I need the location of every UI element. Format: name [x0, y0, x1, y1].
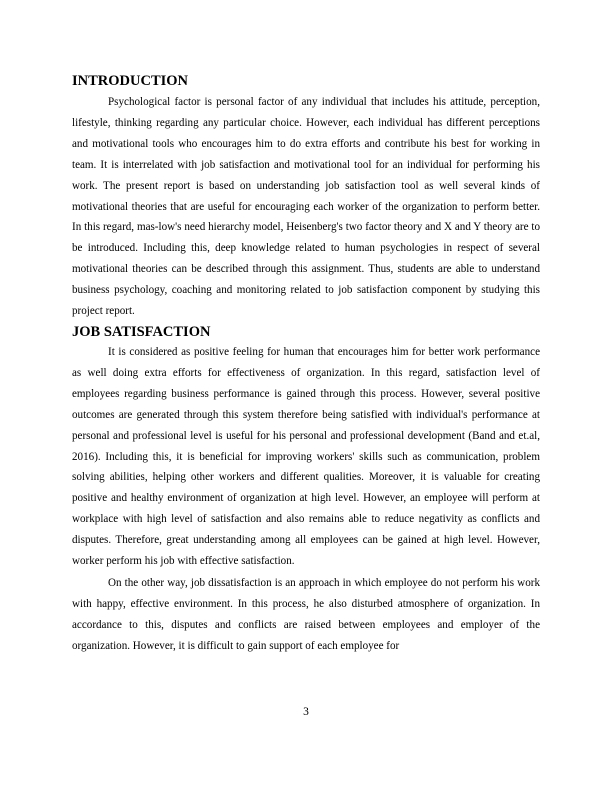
document-page [72, 72, 540, 657]
page-number: 3 [303, 706, 309, 718]
job-satisfaction-heading: JOB SATISFACTION [72, 323, 211, 340]
introduction-paragraph: Psychological factor is personal factor of any individual that includes his attitude, perception, lifestyle, thinking regarding any particular choice. However, each individual has different perceptions and motivational tools who encourages him to do extra efforts and contribute his best for working in team. It is interrelated with job satisfaction and motivational tool for an individual for performing his work. The present report is based on understanding job satisfaction tool as well several kinds of motivational theories that are useful for encouraging each worker of the organization to perform better. In this regard, mas-low's need hierarchy model, Heisenberg's two factor theory and X and Y theory are to be introduced. Including this, deep knowledge related to human psychologies in respect of several motivational theories can be described through this assignment. Thus, students are able to understand business psychology, coaching and monitoring related to job satisfaction component by studying this project report. [72, 96, 540, 318]
job-satisfaction-paragraph-1: It is considered as positive feeling for human that encourages him for better work performance as well doing extra efforts for effectiveness of organization. In this regard, satisfaction level of employees regarding business performance is gained through this process. However, several positive outcomes are generated through this system therefore being satisfied with individual's performance at personal and professional level is useful for his personal and professional development (Band and et.al, 2016). Including this, it is beneficial for improving workers' skills such as communication, problem solving abilities, helping other workers and different qualities. Moreover, it is valuable for creating positive and healthy environment of organization at high level. However, an employee will perform at workplace with high level of satisfaction and also remains able to reduce negativity as conflicts and disputes. Therefore, great understanding among all employees can be gained at high level. However, worker perform his job with effective satisfaction. [72, 345, 540, 568]
introduction-heading: INTRODUCTION [72, 73, 189, 89]
job-satisfaction-paragraph-2: On the other way, job dissatisfaction is an approach in which employee do not perform his work with happy, effective environment. In this process, he also disturbed atmosphere of organization. In accordance to this, disputes and conflicts are raised between employees and employer of the organization. However, it is difficult to gain support of each employee for [72, 576, 540, 652]
